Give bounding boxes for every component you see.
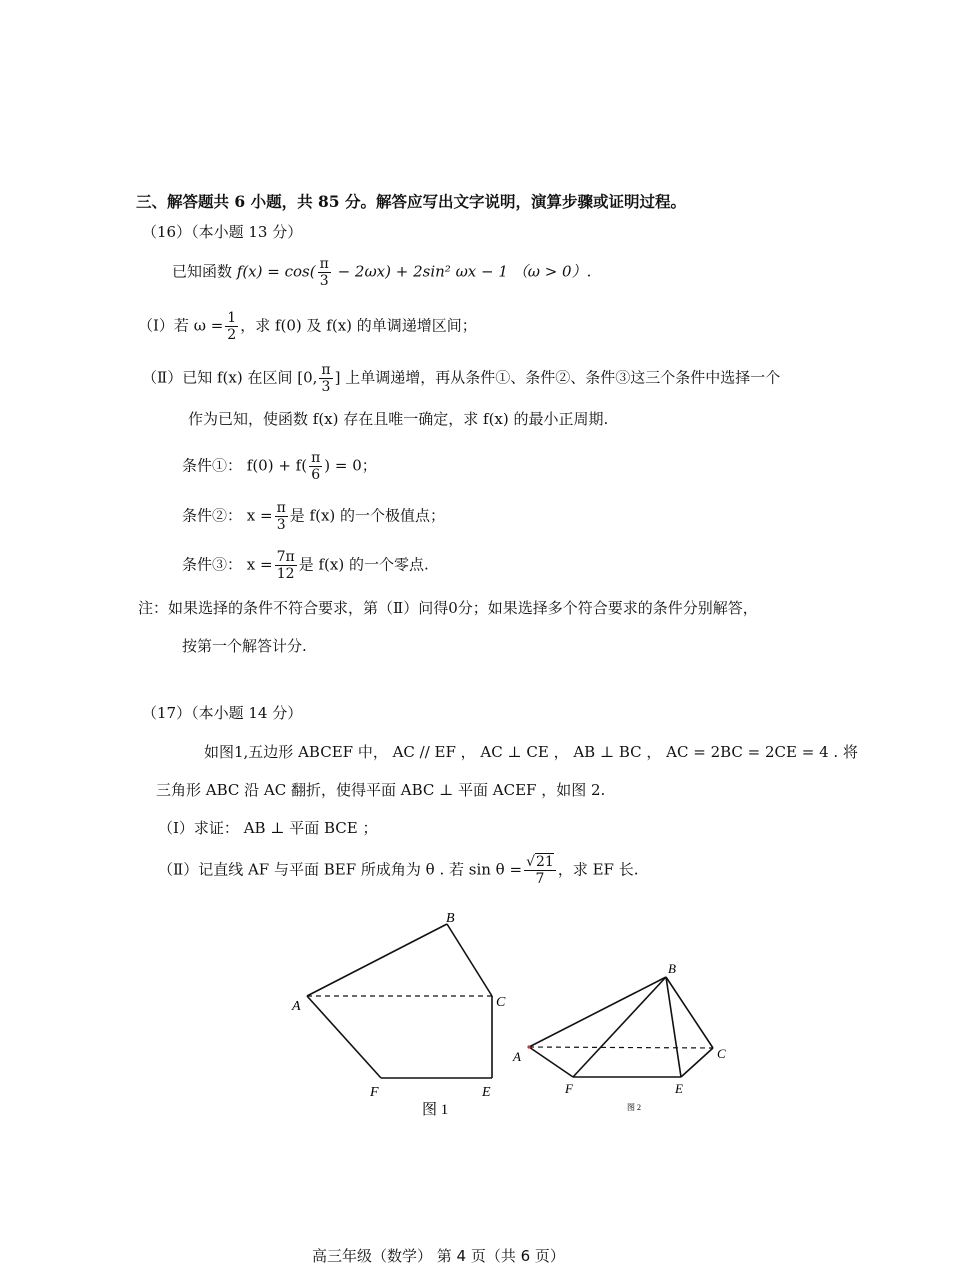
q16-part1: （Ⅰ）若 ω = $\frac{1}{2}$ ，求 f(0) 及 f(x) 的单调递增区间； (138, 310, 477, 343)
fig1-label-c: C (496, 995, 506, 1010)
fig1-caption: 图 1 (422, 1102, 449, 1118)
edge-fa (307, 996, 381, 1078)
edge-be (666, 977, 681, 1077)
fig2-caption: 图 2 (627, 1103, 641, 1112)
figure-1 (280, 900, 530, 1130)
section-header: 三、解答题共 6 小题，共 85 分。解答应写出文字说明，演算步骤或证明过程。 (136, 192, 686, 211)
q16-note-line1: 注：如果选择的条件不符合要求，第（Ⅱ）问得0分；如果选择多个符合要求的条件分别解答， (138, 599, 758, 617)
edge-af (529, 1047, 573, 1077)
edge-ab (307, 924, 447, 996)
q16-condition-1: 条件①： f(0) + f( $\frac{\pi}{6}$ ) = 0； (182, 450, 377, 483)
edge-ac-dashed (529, 1047, 713, 1048)
fig1-label-f: F (370, 1085, 379, 1100)
edge-bf (573, 977, 666, 1077)
q16-title: （16）（本小题 13 分） (142, 223, 303, 241)
fig1-label-e: E (482, 1085, 491, 1100)
q16-note-line2: 按第一个解答计分. (182, 637, 307, 655)
q17-line1: 如图1,五边形 ABCEF 中， AC // EF ， AC ⊥ CE ， AB ⊥ BC ， AC = 2BC = 2CE = 4 . 将 (204, 743, 858, 761)
q16-part2-line2: 作为已知，使函数 f(x) 存在且唯一确定，求 f(x) 的最小正周期. (188, 410, 609, 428)
fig2-label-f: F (565, 1081, 573, 1096)
page-footer: 高三年级（数学） 第 4 页（共 6 页） (312, 1247, 565, 1265)
q16-condition-2: 条件②： x = $\frac{\pi}{3}$ 是 f(x) 的一个极值点； (182, 500, 446, 533)
edge-ec (681, 1048, 713, 1077)
q17-title: （17）（本小题 14 分） (142, 704, 303, 722)
fig2-label-b: B (668, 961, 676, 976)
edge-bc (666, 977, 713, 1048)
figure-2 (505, 955, 750, 1125)
fig1-label-a: A (292, 999, 301, 1014)
edge-bc (447, 924, 492, 996)
fig2-label-e: E (675, 1081, 683, 1096)
point-a (527, 1045, 530, 1048)
q17-line2: 三角形 ABC 沿 AC 翻折，使得平面 ABC ⊥ 平面 ACEF ，如图 2. (156, 781, 606, 799)
q16-condition-3: 条件③： x = $\frac{7\pi}{12}$ 是 f(x) 的一个零点. (182, 549, 429, 582)
q17-part2: （Ⅱ）记直线 AF 与平面 BEF 所成角为 θ . 若 sin θ = $\frac{√21}{7}$ ，求 EF 长. (158, 854, 639, 887)
edge-ab (529, 977, 666, 1047)
fig2-label-a: A (513, 1049, 521, 1064)
fig1-label-b: B (446, 911, 455, 926)
q16-part2: （Ⅱ）已知 f(x) 在区间 [0, $\frac{\pi}{3}$ ] 上单调递增，再从条件①、条件②、条件③这三个条件中选择一个 (142, 362, 781, 395)
fig2-label-c: C (717, 1046, 726, 1061)
q17-part1: （Ⅰ）求证： AB ⊥ 平面 BCE ； (158, 819, 378, 837)
q16-stem: 已知函数 f(x) = cos( $\frac{\pi}{3}$ − 2ωx) + 2sin² ωx − 1 （ω > 0）. (172, 256, 592, 289)
